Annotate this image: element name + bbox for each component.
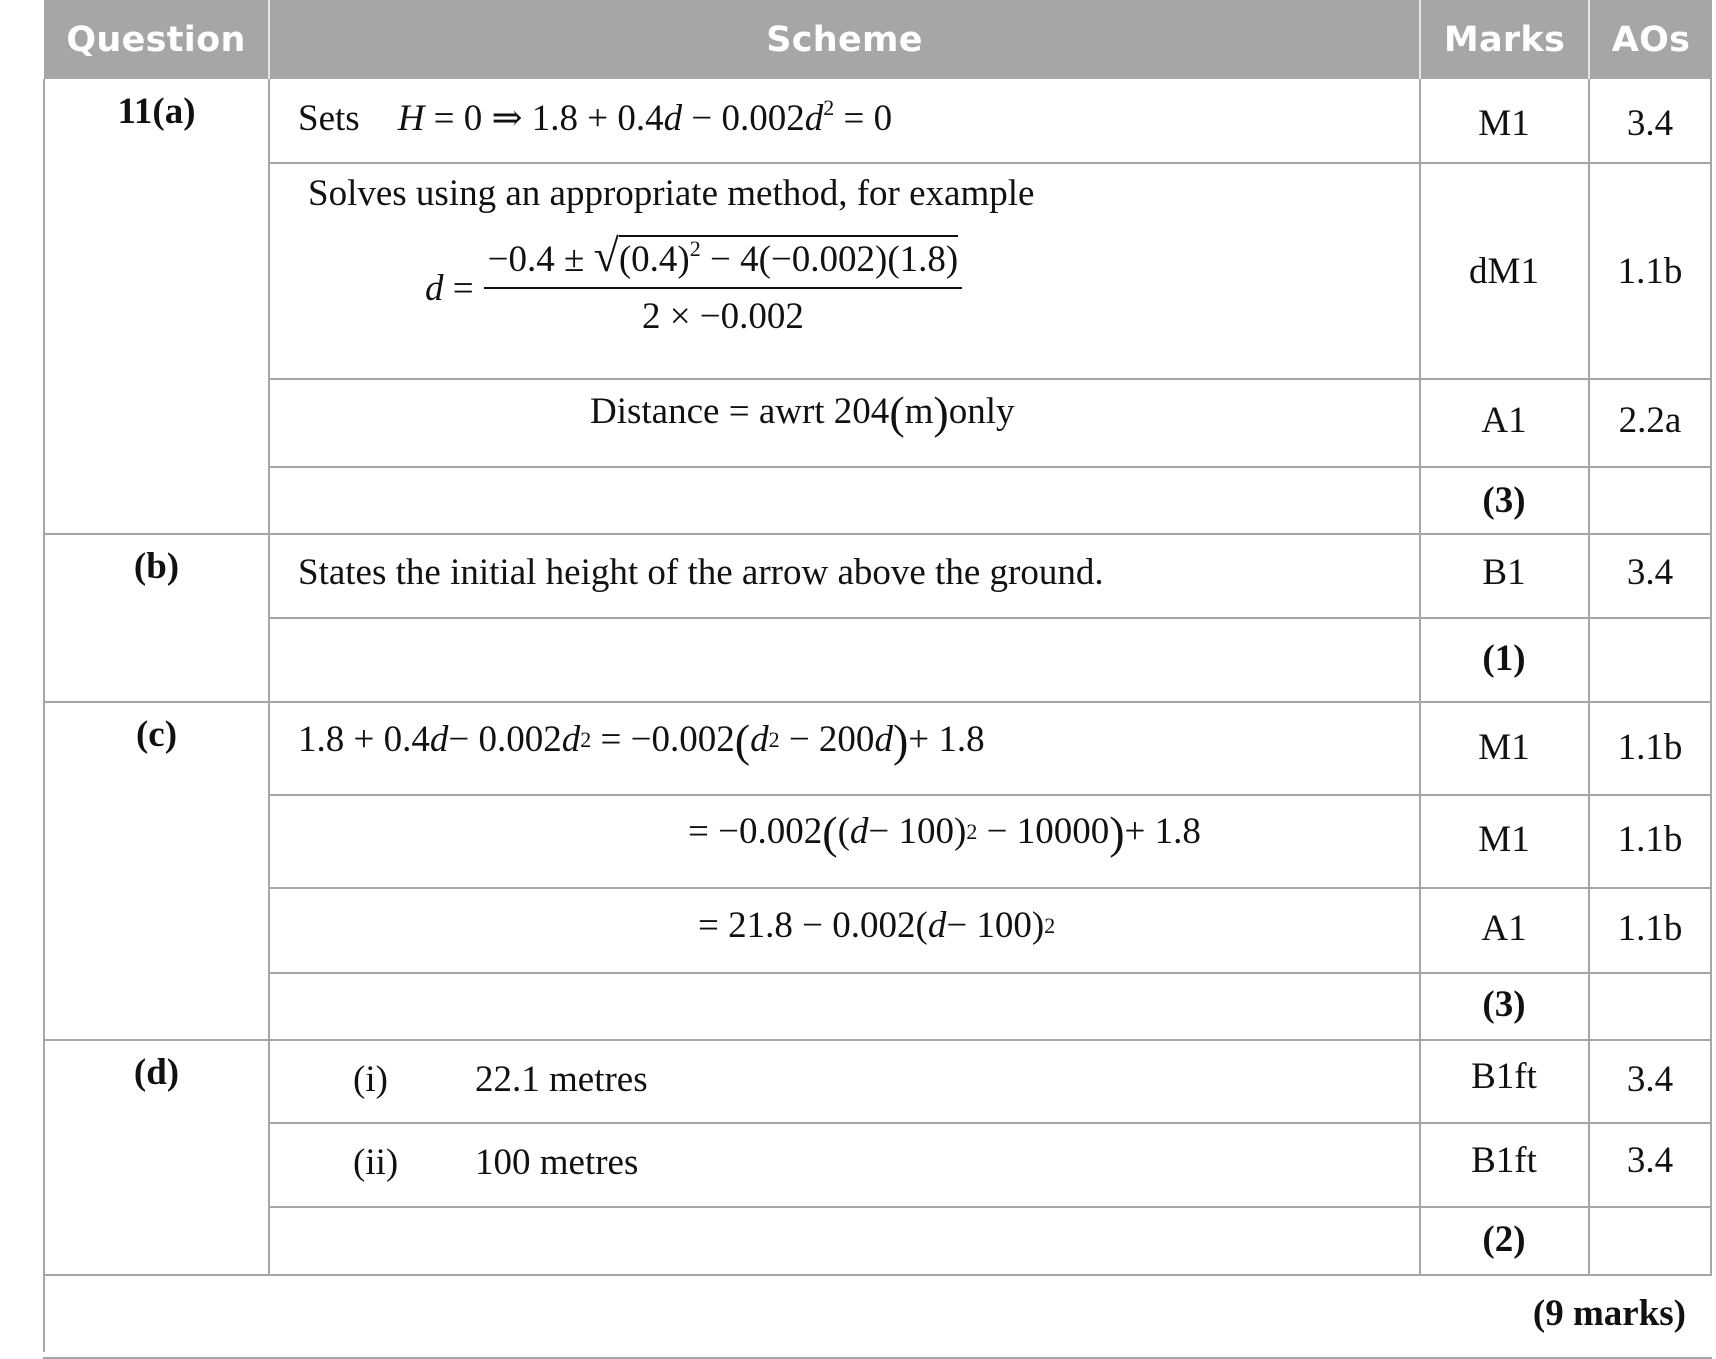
question-label: (d) [133,1052,180,1093]
roman-numeral: (i) [353,1059,388,1100]
part-separator [43,1274,1712,1276]
formula-fraction: $\frac{-0.4 \pm √(0.4)^2 - 4(-0.002)(1.8)}{2 \times -0.002}$ [484,238,963,338]
mark-code: B1ft [1471,1140,1537,1181]
header-question: Question [44,0,268,79]
part-subtotal: (3) [1482,480,1526,521]
ao-code: 3.4 [1626,552,1674,593]
ao-code: 3.4 [1626,1140,1674,1181]
mark-code: dM1 [1469,251,1539,292]
ao-code: 2.2a [1618,400,1682,441]
column-divider [268,79,270,1274]
header-scheme: Scheme [270,0,1419,79]
scheme-row-a3: Distance = awrt 204 ( m ) only [590,387,1015,439]
row-separator [268,378,1712,380]
mark-code: B1 [1482,552,1526,593]
total-marks: (9 marks) [1532,1293,1686,1334]
ao-code: 1.1b [1617,251,1683,292]
scheme-text: 100 metres [475,1142,639,1183]
mark-code: M1 [1478,727,1530,768]
scheme-row-c1: 1.8 + 0.4 d − 0.002 d 2 = −0.002 ( d 2 − 200 d ) + 1.8 [298,715,985,767]
header-divider [1588,0,1590,79]
ao-code: 1.1b [1617,908,1683,949]
row-separator [268,1122,1712,1124]
row-separator [268,617,1712,619]
header-marks: Marks [1421,0,1588,79]
scheme-text: States the initial height of the arrow above the ground. [298,552,1104,593]
scheme-prefix: Sets [298,97,360,139]
mark-code: M1 [1478,103,1530,144]
mark-code: B1ft [1471,1056,1537,1097]
scheme-row-c3: = 21.8 − 0.002( d − 100) 2 [698,905,1056,946]
ao-code: 1.1b [1617,727,1683,768]
question-label: 11(a) [117,91,196,132]
header-divider [1419,0,1421,79]
roman-numeral: (ii) [353,1142,399,1183]
question-label: (c) [135,714,178,755]
row-separator [268,1206,1712,1208]
question-label: (b) [133,546,180,587]
quadratic-formula [425,230,962,338]
scheme-intro: Solves using an appropriate method, for example [308,173,1035,214]
row-separator [268,887,1712,889]
row-separator [268,466,1712,468]
part-separator [43,701,1712,703]
part-separator [43,533,1712,535]
scheme-text: 22.1 metres [475,1059,648,1100]
row-separator [268,794,1712,796]
ao-code: 1.1b [1617,819,1683,860]
mark-code: A1 [1481,400,1527,441]
scheme-row-a1 [298,96,892,140]
part-separator [43,1039,1712,1041]
equation: H = 0 ⇒ $1.8 + 0.4d - 0.002d^2 = 0$ [397,95,893,139]
row-separator [268,972,1712,974]
mark-code: M1 [1478,819,1530,860]
row-separator [268,162,1712,164]
part-subtotal: (3) [1482,984,1526,1025]
ao-code: 3.4 [1626,103,1674,144]
header-divider [268,0,270,79]
ao-code: 3.4 [1626,1059,1674,1100]
header-aos: AOs [1590,0,1712,79]
formula-lhs: d = [425,267,474,309]
mark-code: A1 [1481,908,1527,949]
scheme-row-c2: = −0.002 ( ( d − 100) 2 − 10000 ) + 1.8 [688,807,1201,859]
part-subtotal: (2) [1482,1219,1526,1260]
part-subtotal: (1) [1482,638,1526,679]
